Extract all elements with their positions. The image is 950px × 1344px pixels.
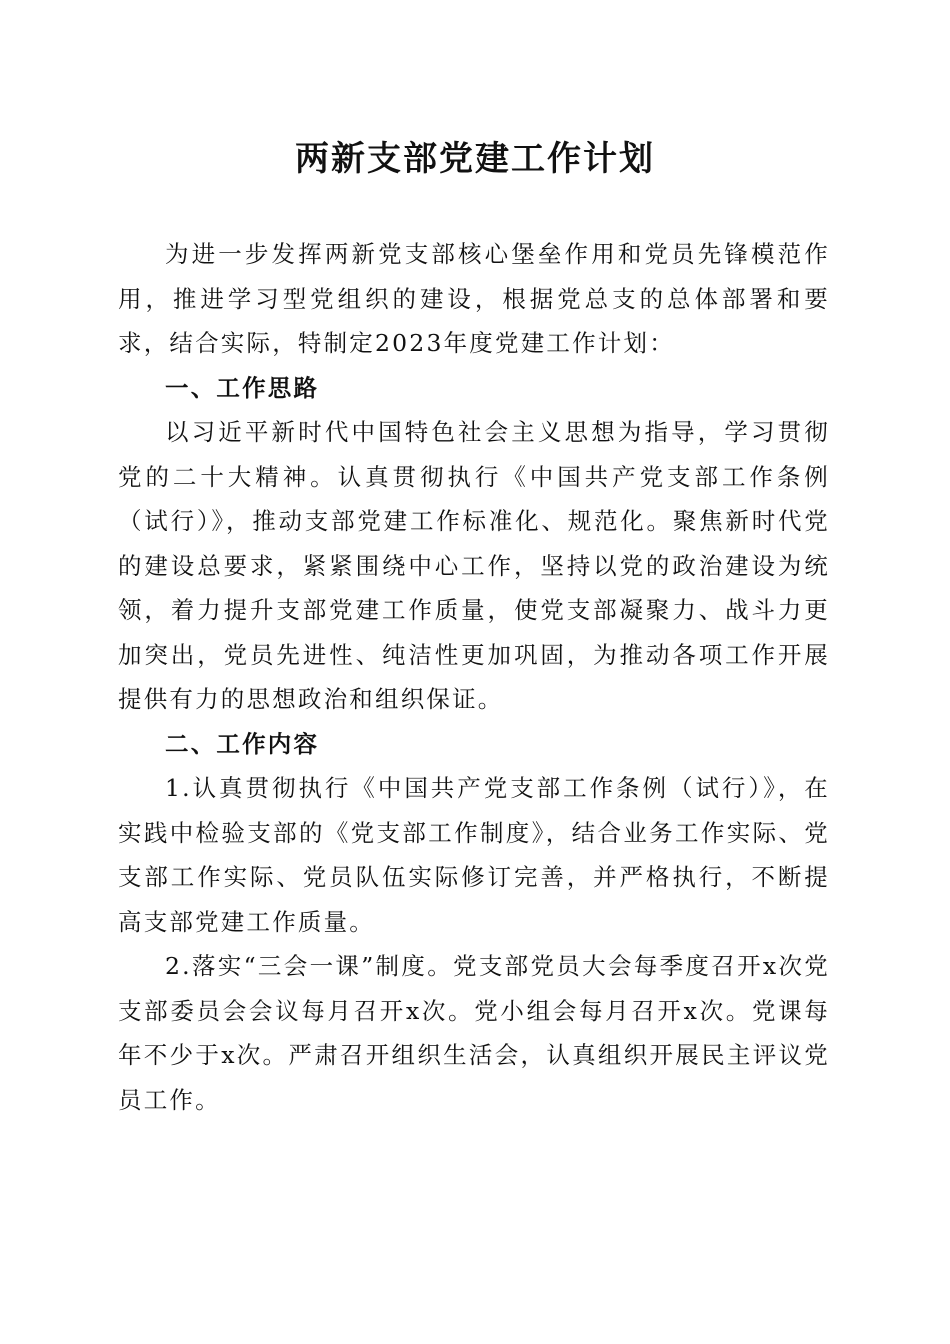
work-content-item: 1.认真贯彻执行《中国共产党支部工作条例（试行）》，在实践中检验支部的《党支部工作制度》，结合业务工作实际、党支部工作实际、党员队伍实际修订完善，并严格执行，不断提高支部党建工作质量。 — [118, 774, 830, 936]
section-heading-work-approach: 一、工作思路 — [165, 373, 320, 402]
section-heading-work-content: 二、工作内容 — [165, 729, 320, 758]
document-title: 两新支部党建工作计划 — [295, 139, 655, 179]
work-approach-paragraph: 以习近平新时代中国特色社会主义思想为指导，学习贯彻党的二十大精神。认真贯彻执行《中国共产党支部工作条例（试行）》，推动支部党建工作标准化、规范化。聚焦新时代党的建设总要求，紧紧围绕中心工作，坚持以党的政治建设为统领，着力提升支部党建工作质量，使党支部凝聚力、战斗力更加突出，党员先进性、纯洁性更加巩固，为推动各项工作开展提供有力的思想政治和组织保证。 — [118, 418, 830, 713]
document-body — [118, 232, 830, 1122]
work-content-item: 2.落实“三会一课”制度。党支部党员大会每季度召开x次党支部委员会会议每月召开x次。党小组会每月召开x次。党课每年不少于x次。严肃召开组织生活会，认真组织开展民主评议党员工作。 — [118, 952, 830, 1114]
intro-paragraph: 为进一步发挥两新党支部核心堡垒作用和党员先锋模范作用，推进学习型党组织的建设，根据党总支的总体部署和要求，结合实际，特制定2023年度党建工作计划： — [118, 240, 830, 357]
